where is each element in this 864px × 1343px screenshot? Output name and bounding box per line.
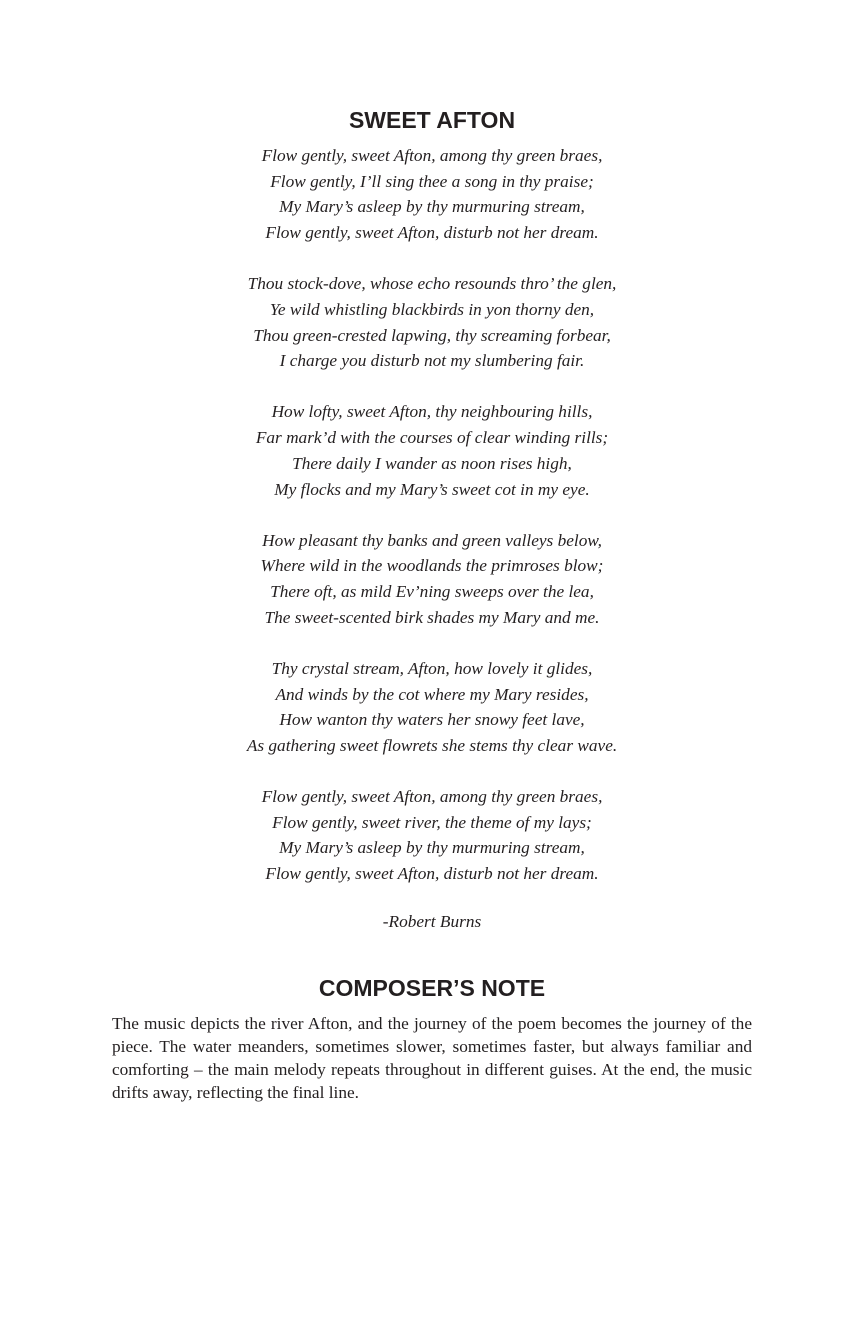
poem-line: How pleasant thy banks and green valleys below, [262,530,602,550]
poem-line: Flow gently, I’ll sing thee a song in thy praise; [270,171,594,191]
poem-title: SWEET AFTON [348,107,516,133]
poem-line: How wanton thy waters her snowy feet lave, [279,710,585,730]
poem-line: Ye wild whistling blackbirds in yon thorny den, [269,299,595,319]
poem-line: Flow gently, sweet river, the theme of my lays; [272,812,592,832]
poem-line: Thou stock-dove, whose echo resounds thro’ the glen, [247,274,617,294]
stanza [0,784,864,887]
poem-line: Thy crystal stream, Afton, how lovely it glides, [271,658,593,678]
poem-line: There daily I wander as noon rises high, [292,453,572,473]
stanza [0,271,864,374]
poem-line: As gathering sweet flowrets she stems thy clear wave. [246,735,618,755]
poem-line: Flow gently, sweet Afton, among thy green braes, [261,146,603,165]
poem-body [0,143,864,912]
poem-line: My Mary’s asleep by thy murmuring stream, [279,838,585,858]
poem-line: I charge you disturb not my slumbering fair. [279,351,585,371]
poem-line: The sweet-scented birk shades my Mary and me. [264,607,600,627]
poem-line: Flow gently, sweet Afton, among thy green braes, [261,787,603,807]
stanza [0,399,864,502]
poem-line: My flocks and my Mary’s sweet cot in my eye. [274,479,590,499]
poem-line: And winds by the cot where my Mary resides, [275,684,589,704]
note-body: The music depicts the river Afton, and the journey of the poem becomes the journey of the piece. The water meanders, sometimes slower, sometimes faster, but always familiar and comforting – the main melody repeats throughout in different guises. At the end, the music drifts away, reflecting the final line. [112,1014,752,1102]
poem-line: How lofty, sweet Afton, thy neighbouring hills, [271,402,593,422]
poem-line: My Mary’s asleep by thy murmuring stream, [279,197,585,217]
stanza [0,528,864,631]
poem-line: Far mark’d with the courses of clear winding rills; [255,428,609,448]
poem-line: There oft, as mild Ev’ning sweeps over the lea, [270,582,594,602]
poem-line: Where wild in the woodlands the primroses blow; [260,556,604,576]
poem-line: Thou green-crested lapwing, thy screaming forbear, [253,325,611,345]
stanza [0,143,864,246]
poem-line: Flow gently, sweet Afton, disturb not her dream. [265,223,599,243]
poem-author: -Robert Burns [382,912,482,931]
stanza [0,656,864,759]
note-title: COMPOSER’S NOTE [318,975,546,1001]
poem-line: Flow gently, sweet Afton, disturb not her dream. [265,864,599,884]
